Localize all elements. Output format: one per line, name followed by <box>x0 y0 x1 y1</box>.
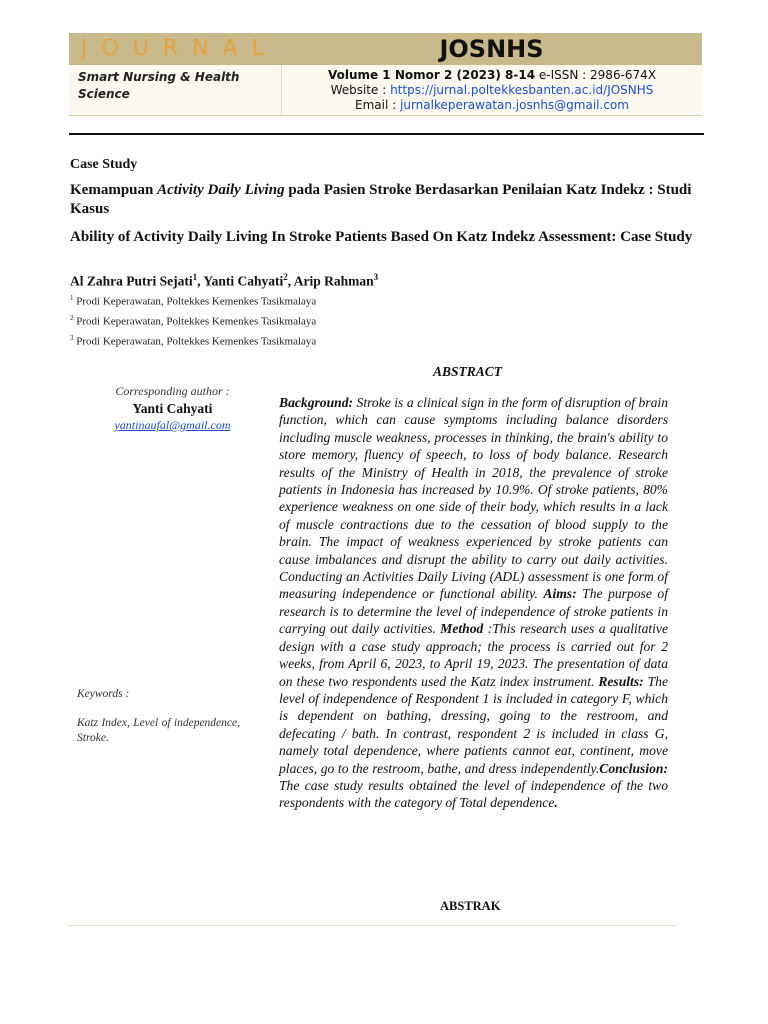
keywords-text: Katz Index, Level of independence, Stroke. <box>77 717 240 744</box>
website-line <box>282 83 702 98</box>
affiliation-text: Prodi Keperawatan, Poltekkes Kemenkes Tasikmalaya <box>76 295 317 308</box>
title-indonesian <box>70 181 700 219</box>
abstract-heading: ABSTRACT <box>433 364 503 379</box>
results-label: Results: <box>598 673 644 689</box>
aims-text: The purpose of research is to determine the level of independence of stroke patients in carrying out daily activities. <box>279 586 668 637</box>
affiliation-sup: 1 <box>70 294 74 302</box>
email-link[interactable]: jurnalkeperawatan.josnhs@gmail.com <box>400 98 629 112</box>
title-id-italic: Activity Daily Living <box>157 182 285 198</box>
corresponding-author <box>70 384 275 433</box>
keywords-label: Keywords : <box>77 688 130 700</box>
corr-email-link[interactable]: yantinaufal@gmail.com <box>114 418 231 432</box>
corr-label: Corresponding author : <box>115 384 230 398</box>
journal-subtitle-line2: Science <box>78 87 130 101</box>
title-id-post: pada Pasien Stroke Berdasarkan Penilaian Katz Indekz : Studi Kasus <box>70 182 692 217</box>
article-type: Case Study <box>70 157 138 172</box>
journal-wordmark: JOURNAL <box>81 36 278 61</box>
volume-text: Volume 1 Nomor 2 (2023) 8-14 <box>327 68 536 82</box>
affiliation <box>70 334 316 348</box>
email-label: Email : <box>355 98 400 112</box>
affiliation-text: Prodi Keperawatan, Poltekkes Kemenkes Tasikmalaya <box>76 335 317 348</box>
title-id-pre: Kemampuan <box>70 182 158 198</box>
conclusion-label: Conclusion: <box>599 760 668 776</box>
aims-label: Aims: <box>543 586 577 602</box>
author-sup: 1 <box>192 272 198 282</box>
author-name: Al Zahra Putri Sejati <box>70 273 193 289</box>
website-link[interactable]: https://jurnal.poltekkesbanten.ac.id/JOSNHS <box>390 83 654 97</box>
volume-line <box>282 68 702 83</box>
affiliation <box>70 314 316 328</box>
author-name: Yanti Cahyati <box>203 273 284 289</box>
corr-name: Yanti Cahyati <box>132 401 213 416</box>
method-text: :This research uses a qualitative design with a case study approach; the process is carried out for 2 weeks, from April 6, 2023, to April 19, 2023. The presentation of data on these two respondents used the Katz index instrument. <box>279 621 668 689</box>
journal-subtitle-line1: Smart Nursing & Health <box>78 70 240 84</box>
author-name: Arip Rahman <box>293 273 374 289</box>
method-label: Method <box>440 621 484 637</box>
abstrak-heading: ABSTRAK <box>440 899 501 913</box>
conclusion-text: The case study results obtained the level of independence of the two respondents with the category of Total dependence <box>279 777 668 811</box>
header-top-bar <box>69 33 702 65</box>
affiliation-text: Prodi Keperawatan, Poltekkes Kemenkes Tasikmalaya <box>76 315 317 328</box>
affiliation-sup: 3 <box>70 334 74 342</box>
header-divider <box>69 133 704 135</box>
journal-name: JOSNHS <box>439 35 544 63</box>
header-info-bar <box>69 65 702 116</box>
issn-text: e-ISSN : 2986-674X <box>538 68 657 82</box>
abstract-body <box>279 394 668 812</box>
author-sup: 3 <box>373 272 379 282</box>
background-label: Background: <box>279 395 354 410</box>
journal-header <box>69 33 702 115</box>
affiliation-sup: 2 <box>70 314 74 322</box>
results-text: The level of independence of Respondent 1 is included in category F, which is dependent on bathing, dressing, going to the restroom, and defecating / bath. In contrast, respondent 2 is included in class G, namely total dependence, where patients cannot eat, continent, move places, go to the restroom, bathe, and dress independently. <box>279 673 668 776</box>
journal-info <box>281 65 702 115</box>
affiliation <box>70 294 316 308</box>
conclusion-end: . <box>554 795 558 811</box>
section-divider <box>69 925 675 926</box>
website-label: Website : <box>330 83 391 97</box>
email-line <box>282 98 702 113</box>
author-list: Al Zahra Putri Sejati$^1$, Yanti Cahyati$^2$, Arip Rahman$^3$ <box>70 272 379 289</box>
background-text: Stroke is a clinical sign in the form of disruption of brain function, which can cause symptoms including balance disorders including muscle weakness, processes in thinking, the brain's ability to store memory, fluency of speech, to loss of body balance. Research results of the Ministry of Health in 2018, the prevalence of stroke patients in Indonesia has increased by 10.9%. Of stroke patients, 80% experience weakness on one side of their body, which results in a lack of muscle contractions due to the cessation of blood supply to the brain. The impact of weakness experienced by stroke patients can cause imbalances and disrupt the ability to carry out daily activities. Conducting an Activities Daily Living (ADL) assessment is one form of measuring independence or functional ability. <box>279 395 668 602</box>
author-sup: 2 <box>283 272 288 282</box>
title-english: Ability of Activity Daily Living In Stroke Patients Based On Katz Indekz Assessment: Case Study <box>70 229 693 245</box>
journal-subtitle <box>69 65 281 115</box>
